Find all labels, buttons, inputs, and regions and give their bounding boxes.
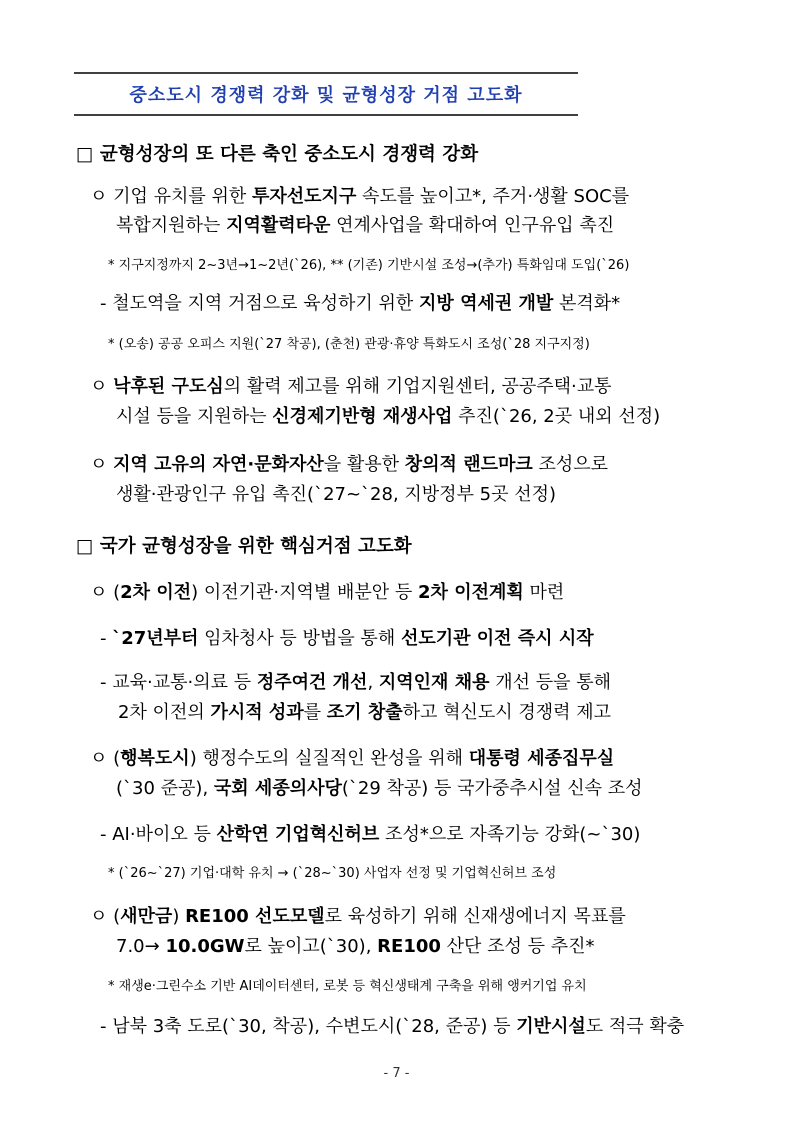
- text: ) 행정수도의 실질적인 완성을 위해: [189, 748, 469, 769]
- s2-dash-4: [100, 1012, 684, 1038]
- emphasis: 선도기관 이전 즉시 시작: [400, 628, 594, 649]
- text: 도 적극 확충: [585, 1016, 685, 1037]
- text: -: [100, 628, 113, 649]
- section-heading-1: □ 균형성장의 또 다른 축인 중소도시 경쟁력 강화: [76, 144, 479, 165]
- text: 임차청사 등 방법을 통해: [198, 628, 401, 649]
- text: 개선 등을 통해: [489, 672, 611, 693]
- emphasis: 행복도시: [120, 748, 190, 769]
- emphasis: 조기 창출: [326, 702, 403, 723]
- text: - 교육·교통·의료 등: [100, 672, 257, 693]
- emphasis: 2차 이전: [120, 582, 192, 603]
- title-box: [74, 72, 578, 116]
- emphasis: 가시적 성과: [210, 702, 304, 723]
- text: 조성*으로 자족기능 강화(~`30): [379, 824, 641, 845]
- note-1: * 지구지정까지 2~3년→1~2년(`26), ** (기존) 기반시설 조성→(추가) 특화임대 도입(`26): [108, 258, 630, 273]
- section-heading-2: □ 국가 균형성장을 위한 핵심거점 고도화: [76, 536, 412, 557]
- emphasis: 10.0GW: [165, 936, 245, 957]
- text: 복합지원하는: [116, 215, 227, 236]
- s2-dash-2-line-2: [118, 698, 611, 724]
- bullet-3-line-1: [90, 450, 608, 476]
- text: - 남북 3축 도로(`30, 착공), 수변도시(`28, 준공) 등: [100, 1016, 517, 1037]
- emphasis: 2차 이전계획: [418, 582, 524, 603]
- text: 연계사업을 확대하여 인구유입 촉진: [330, 215, 615, 236]
- text: 추진(`26, 2곳 내외 선정): [452, 406, 661, 427]
- s2-bullet-2-line-2: [116, 774, 642, 800]
- emphasis: 지역활력타운: [226, 215, 331, 236]
- bullet-1-line-1: [90, 182, 629, 208]
- text: 조성으로: [532, 454, 609, 475]
- text: 를: [303, 702, 327, 723]
- note-4: * 재생e·그린수소 기반 AI데이터센터, 로봇 등 혁신생태계 구축을 위해 앵커기업 유치: [108, 979, 587, 994]
- text: (`30 준공),: [116, 778, 214, 799]
- emphasis: 산학연 기업혁신허브: [216, 824, 380, 845]
- s2-dash-1: [100, 624, 594, 650]
- text: 을 활용한: [323, 454, 405, 475]
- text: 마련: [523, 582, 565, 603]
- text: 속도를 높이고*, 주거·생활 SOC를: [356, 186, 630, 207]
- text: 의 활력 제고를 위해 기업지원센터, 공공주택·교통: [223, 376, 612, 397]
- text: ㅇ: [90, 376, 114, 397]
- s2-bullet-1: [90, 578, 564, 604]
- emphasis: 투자선도지구: [252, 186, 357, 207]
- text: ㅇ (: [90, 582, 121, 603]
- emphasis: 창의적 랜드마크: [404, 454, 533, 475]
- emphasis: 지역인재 채용: [378, 672, 490, 693]
- text: 로 육성하기 위해 신재생에너지 목표를: [324, 906, 626, 927]
- emphasis: 대통령 세종집무실: [468, 748, 615, 769]
- bullet-3-line-2: 생활·관광인구 유입 촉진(`27~`28, 지방정부 5곳 선정): [116, 484, 557, 505]
- text: 로 높이고(`30),: [244, 936, 378, 957]
- dash-1: [100, 289, 620, 315]
- emphasis: 낙후된 구도심: [113, 376, 224, 397]
- text: ,: [367, 672, 379, 693]
- text: 하고 혁신도시 경쟁력 제고: [402, 702, 612, 723]
- emphasis: 새만금: [120, 906, 173, 927]
- emphasis: RE100: [377, 936, 441, 957]
- emphasis: 지역 고유의 자연·문화자산: [113, 454, 324, 475]
- text: (`29 착공) 등 국가중추시설 신속 조성: [341, 778, 643, 799]
- page-number: - 7 -: [383, 1066, 410, 1081]
- s2-dash-2-line-1: [100, 668, 611, 694]
- text: 7.0→: [116, 936, 166, 957]
- note-3: * (`26~`27) 기업·대학 유치 → (`28~`30) 사업자 선정 및 기업혁신허브 조성: [108, 866, 557, 881]
- note-2: * (오송) 공공 오피스 지원(`27 착공), (춘천) 관광·휴양 특화도시 조성(`28 지구지정): [108, 337, 590, 352]
- s2-dash-3: [100, 820, 640, 846]
- text: - 철도역을 지역 거점으로 육성하기 위한: [100, 293, 420, 314]
- text: 시설 등을 지원하는: [116, 406, 273, 427]
- bullet-1-line-2: [116, 211, 614, 237]
- s2-bullet-3-line-1: [90, 902, 626, 928]
- emphasis: RE100 선도모델: [185, 906, 325, 927]
- bullet-2-line-1: [90, 372, 612, 398]
- page-title: 중소도시 경쟁력 강화 및 균형성장 거점 고도화: [129, 85, 523, 106]
- bullet-2-line-2: [116, 402, 660, 428]
- text: ㅇ 기업 유치를 위한: [90, 186, 252, 207]
- text: ㅇ (: [90, 748, 121, 769]
- text: - AI·바이오 등: [100, 824, 217, 845]
- emphasis: 정주여건 개선: [256, 672, 368, 693]
- text: 본격화*: [553, 293, 621, 314]
- text: 산단 조성 등 추진*: [440, 936, 595, 957]
- text: ) 이전기관·지역별 배분안 등: [191, 582, 419, 603]
- emphasis: 국회 세종의사당: [213, 778, 342, 799]
- text: ㅇ: [90, 454, 114, 475]
- s2-bullet-3-line-2: [116, 932, 595, 958]
- emphasis: 기반시설: [516, 1016, 586, 1037]
- emphasis: 지방 역세권 개발: [419, 293, 554, 314]
- text: ): [172, 906, 186, 927]
- emphasis: 신경제기반형 재생사업: [272, 406, 453, 427]
- s2-bullet-2-line-1: [90, 744, 614, 770]
- emphasis: `27년부터: [112, 628, 199, 649]
- text: 2차 이전의: [118, 702, 211, 723]
- text: ㅇ (: [90, 906, 121, 927]
